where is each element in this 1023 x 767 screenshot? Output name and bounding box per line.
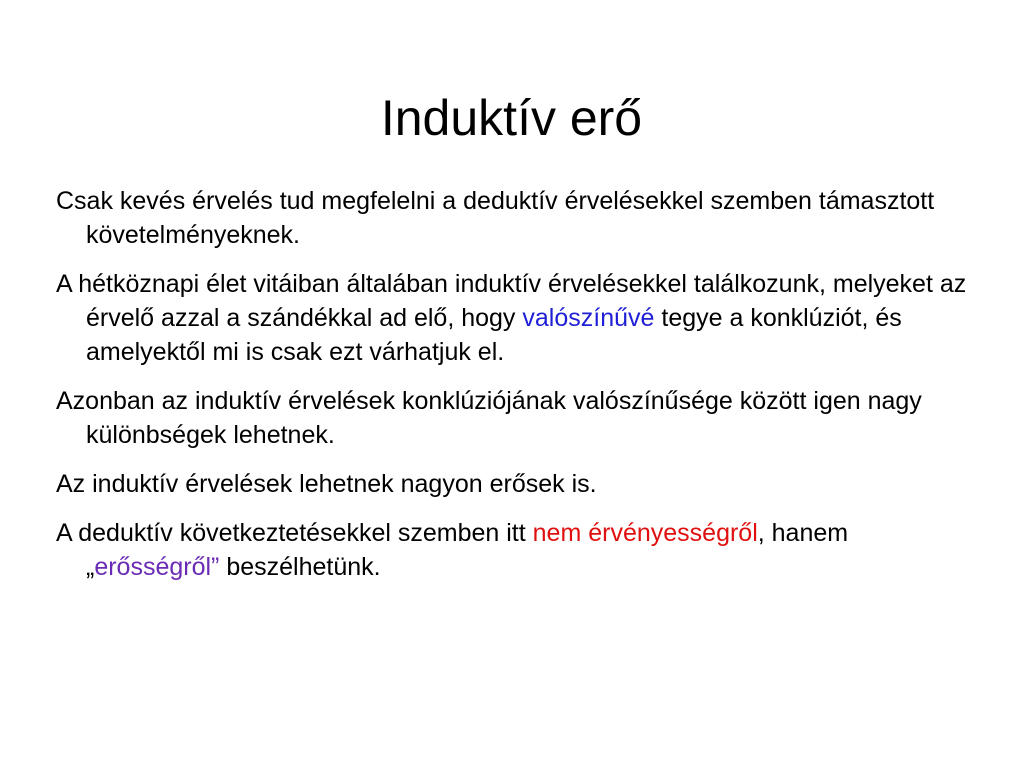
paragraph-5-text-end: beszélhetünk. [219, 553, 381, 581]
highlight-valoszinuve: valószínűvé [522, 304, 655, 332]
paragraph-5-text-start: A deduktív következtetésekkel szemben itt [56, 519, 533, 547]
paragraph-3 [56, 384, 976, 452]
paragraph-3-text: Azonban az induktív érvelések konklúziójának valószínűsége között igen nagy különbségek lehetnek. [56, 387, 922, 449]
paragraph-5-text-mid: , hanem „ [86, 519, 849, 581]
paragraph-5 [56, 516, 976, 584]
paragraph-1 [56, 184, 976, 252]
paragraph-1-text: Csak kevés érvelés tud megfelelni a deduktív érvelésekkel szemben támasztott követelményeknek. [56, 187, 935, 249]
slide-body [56, 184, 976, 599]
highlight-nem-ervenyessegrol: nem érvényességről [532, 519, 758, 547]
paragraph-2-text-end: tegye a konklúziót, és amelyektől mi is csak ezt várhatjuk el. [86, 304, 902, 366]
paragraph-4 [56, 467, 976, 501]
paragraph-2-text-start: A hétköznapi élet vitáiban általában induktív érvelésekkel találkozunk, melyeket az érvelő azzal a szándékkal ad elő, hogy [56, 270, 967, 332]
paragraph-2 [56, 267, 976, 369]
highlight-erossegrol: erősségről” [94, 553, 220, 581]
slide-title: Induktív erő [380, 90, 643, 146]
paragraph-4-text: Az induktív érvelések lehetnek nagyon erősek is. [56, 470, 597, 498]
